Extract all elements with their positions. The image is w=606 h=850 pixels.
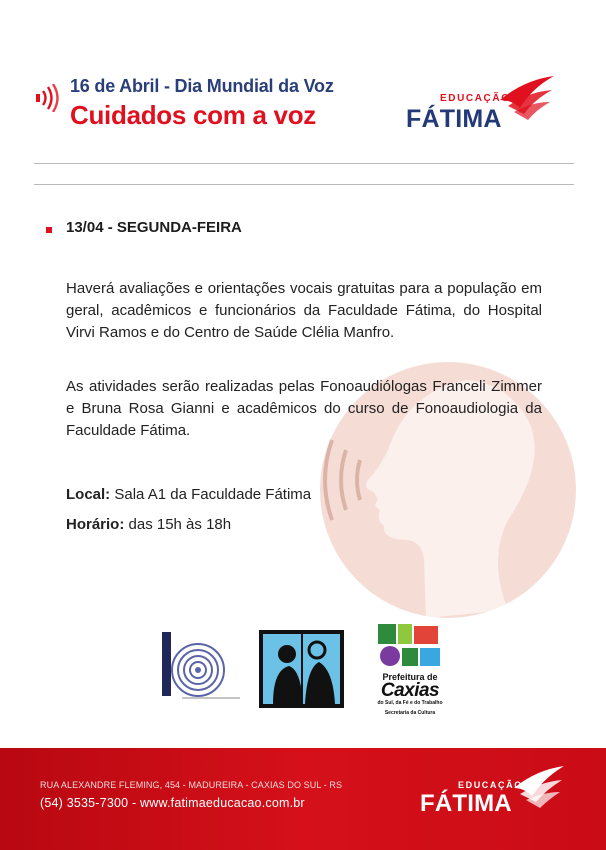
fatima-logo xyxy=(404,70,562,136)
caxias-line-2: Caxias xyxy=(380,680,440,701)
hours-label: Horário: xyxy=(66,516,125,533)
hours-value: das 15h às 18h xyxy=(128,516,232,533)
logo-subtitle: EDUCAÇÃO xyxy=(440,93,511,104)
location-line xyxy=(66,486,311,503)
event-date-title: 16 de Abril - Dia Mundial da Voz xyxy=(70,76,334,96)
caxias-line-1: Prefeitura de xyxy=(382,672,438,682)
divider xyxy=(34,163,574,164)
footer-address: RUA ALEXANDRE FLEMING, 454 - MADUREIRA - CAXIAS DO SUL - RS xyxy=(40,780,343,790)
logo-name: FÁTIMA xyxy=(406,105,502,133)
location-label: Local: xyxy=(66,486,111,503)
description-paragraph: Haverá avaliações e orientações vocais gratuitas para a população em geral, acadêmicos e funcionários da Faculdade Fátima, do Hospital Virvi Ramos e do Centro de Saúde Clélia Manfro. xyxy=(66,280,542,341)
footer-contact: (54) 3535-7300 - www.fatimaeducacao.com.br xyxy=(40,796,305,810)
divider xyxy=(34,184,574,185)
caxias-prefeitura-logo xyxy=(368,622,452,718)
footer-logo-subtitle: EDUCAÇÃO xyxy=(458,780,523,790)
spiral-partner-logo xyxy=(162,632,242,704)
fatima-logo-footer xyxy=(420,764,570,830)
page-title: Cuidados com a voz xyxy=(70,100,316,130)
footer xyxy=(0,748,606,850)
caxias-line-4: Secretaria da Cultura xyxy=(384,710,436,716)
hours-line xyxy=(66,516,231,533)
activities-paragraph: As atividades serão realizadas pelas Fonoaudiólogas Franceli Zimmer e Bruna Rosa Gianni e acadêmicos do curso de Fonoaudiologia da Faculdade Fátima. xyxy=(66,378,542,439)
silhouettes-partner-logo xyxy=(259,630,344,708)
caxias-emblem-icon xyxy=(368,622,452,672)
section-date-heading: 13/04 - SEGUNDA-FEIRA xyxy=(66,219,242,236)
caxias-line-3: do Sul, da Fé e do Trabalho xyxy=(377,700,443,706)
footer-logo-name: FÁTIMA xyxy=(420,790,512,817)
sound-waves-icon xyxy=(36,84,60,112)
bullet-icon xyxy=(46,227,52,233)
location-value: Sala A1 da Faculdade Fátima xyxy=(114,486,312,503)
